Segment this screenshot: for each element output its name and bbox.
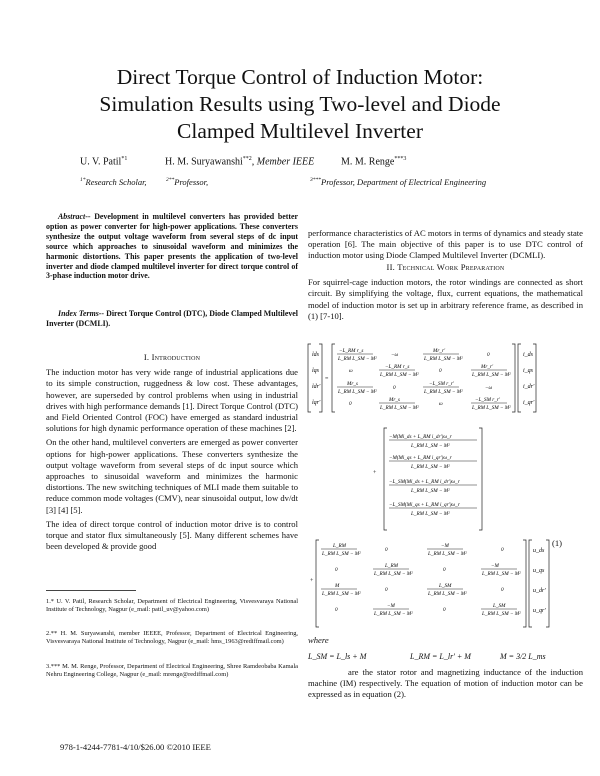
- section-introduction: [46, 352, 298, 555]
- svg-text:L_RM L_SM − M²: L_RM L_SM − M²: [424, 389, 463, 395]
- definition-m: M = 3/2 L_ms: [500, 652, 546, 661]
- svg-text:i_qr': i_qr': [523, 400, 535, 406]
- svg-text:L_SM: L_SM: [493, 603, 506, 609]
- definition-lrm: L_RM = L_lr' + M: [410, 652, 471, 661]
- svg-text:0: 0: [385, 547, 388, 553]
- svg-text:ω: ω: [349, 368, 353, 374]
- svg-text:0: 0: [439, 368, 442, 374]
- svg-text:u_dr': u_dr': [533, 588, 546, 594]
- svg-text:Mr_r': Mr_r': [481, 364, 494, 370]
- svg-text:i_dr': i_dr': [523, 384, 535, 390]
- isbn-copyright: 978-1-4244-7781-4/10/$26.00 ©2010 IEEE: [60, 742, 211, 752]
- svg-text:L_RM L_SM − M²: L_RM L_SM − M²: [338, 356, 377, 362]
- svg-text:L_RM L_SM − M²: L_RM L_SM − M²: [472, 405, 511, 411]
- footnote-2: 2.** H. M. Suryawanshi, member IEEEE, Professor, Department of Electrical Engineering, Visvesvaraya National Institute of Technology, Nagpur (e_mail: hms_1963@rediffmail.com): [46, 630, 298, 645]
- svg-text:Mr_s: Mr_s: [389, 397, 400, 403]
- svg-text:L_RM L_SM − M²: L_RM L_SM − M²: [374, 571, 413, 577]
- svg-text:−L_SM r_r': −L_SM r_r': [429, 381, 454, 387]
- svg-text:L_RM: L_RM: [333, 543, 346, 549]
- paper-title: [40, 64, 560, 145]
- section-1-heading: I. Introduction: [143, 352, 201, 362]
- svg-text:+: +: [310, 578, 314, 584]
- svg-text:−L_SM(Mi_qs + L_RM i_qr')ω_r: −L_SM(Mi_qs + L_RM i_qr')ω_r: [389, 502, 460, 508]
- svg-text:i̇dr': i̇dr': [312, 384, 321, 390]
- svg-text:M: M: [335, 583, 340, 589]
- definition-lsm: L_SM = L_ls + M: [308, 652, 367, 661]
- abstract-label: Abstract: [58, 212, 86, 221]
- svg-text:L_RM L_SM − M²: L_RM L_SM − M²: [380, 405, 419, 411]
- technical-paragraph-1: For squirrel-cage induction motors, the rotor windings are connected as short circuit. By simplifying the voltage, flux, current equations, the mathematical model of induction motor is set up in arbitrary reference frame, as described in (1) [7-10].: [308, 277, 583, 321]
- svg-text:L_RM L_SM − M²: L_RM L_SM − M²: [472, 372, 511, 378]
- svg-text:−ω: −ω: [391, 352, 399, 358]
- svg-text:L_RM L_SM − M²: L_RM L_SM − M²: [482, 611, 521, 617]
- title-line-1: Direct Torque Control of Induction Motor:: [116, 65, 484, 89]
- title-line-2: Simulation Results using Two-level and Diode: [99, 92, 501, 116]
- svg-text:i̇qs: i̇qs: [312, 368, 320, 374]
- svg-text:L_RM L_SM − M²: L_RM L_SM − M²: [482, 571, 521, 577]
- affiliation-1: $^{1*}$Research Scholar,: [80, 177, 147, 187]
- author-2-role: , Member IEEE: [251, 156, 315, 168]
- svg-text:L_RM L_SM − M²: L_RM L_SM − M²: [374, 611, 413, 617]
- svg-text:−ω: −ω: [485, 385, 493, 391]
- svg-text:−M(Mi_qs + L_RM i_qr')ω_r: −M(Mi_qs + L_RM i_qr')ω_r: [389, 455, 452, 461]
- intro-paragraph-3: The idea of direct torque control of induction motor drive is to control torque and stator flux simultaneously [5]. Many different schemes have been developed & provide good: [46, 518, 298, 552]
- svg-text:u_qr': u_qr': [533, 608, 546, 614]
- author-1: U. V. Patil$^{*1}$: [80, 156, 128, 168]
- where-label: where: [308, 635, 329, 645]
- abstract: [46, 212, 298, 281]
- svg-text:Mr_r': Mr_r': [433, 348, 446, 354]
- title-line-3: Clamped Multilevel Inverter: [177, 119, 423, 143]
- equation-matrix-figure: [305, 342, 595, 637]
- svg-text:L_RM L_SM − M²: L_RM L_SM − M²: [338, 389, 377, 395]
- section-2-heading: II. Technical Work Preparation: [386, 262, 505, 272]
- svg-text:−L_RM r_s: −L_RM r_s: [385, 364, 410, 370]
- author-2-sup: **2: [242, 156, 252, 162]
- author-1-sup: *1: [121, 156, 128, 162]
- svg-text:i_ds: i_ds: [523, 352, 534, 358]
- svg-text:−M: −M: [387, 603, 395, 609]
- svg-text:−M(Mi_ds + L_RM i_dr')ω_r: −M(Mi_ds + L_RM i_dr')ω_r: [389, 434, 452, 440]
- svg-text:−L_SM(Mi_ds + L_RM i_dr')ω_r: −L_SM(Mi_ds + L_RM i_dr')ω_r: [389, 479, 460, 485]
- svg-text:L_RM L_SM − M²: L_RM L_SM − M²: [411, 443, 450, 449]
- svg-text:0: 0: [501, 587, 504, 593]
- index-terms-text: -- Direct Torque Control (DTC), Diode Clamped Multilevel Inverter (DCMLI).: [46, 309, 298, 328]
- svg-text:u_qs: u_qs: [533, 568, 545, 574]
- author-2: H. M. Suryawanshi$^{**2}$, Member IEEE: [165, 156, 315, 168]
- svg-text:0: 0: [487, 352, 490, 358]
- affiliation-2: $^{2**}$Professor,: [166, 177, 209, 187]
- svg-text:0: 0: [443, 607, 446, 613]
- equation-number: (1): [552, 538, 563, 548]
- index-terms-label: Index Terms: [58, 309, 99, 318]
- svg-text:L_RM L_SM − M²: L_RM L_SM − M²: [380, 372, 419, 378]
- svg-text:−L_SM r_r': −L_SM r_r': [475, 397, 500, 403]
- svg-text:L_RM L_SM − M²: L_RM L_SM − M²: [428, 591, 467, 597]
- svg-text:i_qs: i_qs: [523, 368, 534, 374]
- svg-text:L_RM L_SM − M²: L_RM L_SM − M²: [428, 551, 467, 557]
- svg-text:L_RM L_SM − M²: L_RM L_SM − M²: [411, 511, 450, 517]
- section-technical-work: [308, 262, 583, 325]
- svg-text:L_RM L_SM − M²: L_RM L_SM − M²: [411, 488, 450, 494]
- svg-text:=: =: [325, 376, 329, 382]
- svg-text:Mr_s: Mr_s: [347, 381, 358, 387]
- svg-text:−M: −M: [441, 543, 449, 549]
- svg-text:0: 0: [443, 567, 446, 573]
- footnote-divider: [46, 590, 136, 591]
- svg-text:L_RM L_SM − M²: L_RM L_SM − M²: [322, 551, 361, 557]
- svg-text:u_ds: u_ds: [533, 548, 545, 554]
- svg-text:i̇ds: i̇ds: [312, 352, 320, 358]
- affiliation-3: $^{3***}$Professor, Department of Electrical Engineering: [310, 177, 487, 187]
- svg-text:L_RM L_SM − M²: L_RM L_SM − M²: [411, 464, 450, 470]
- right-intro-continued: performance characteristics of AC motors in terms of dynamics and steady state operation [6]. The main objective of this paper is to use DTC control of induction motor using Diode Clamped Multilevel Inverter (DCMLI).: [308, 228, 583, 261]
- svg-text:0: 0: [349, 401, 352, 407]
- footnote-3: 3.*** M. M. Renge, Professor, Department of Electrical Engineering, Shree Ramdeobaba Kamala Nehru Engineering College, Nagpur (e_mail: mrenge@rediffmail.com): [46, 663, 298, 678]
- svg-text:L_RM L_SM − M²: L_RM L_SM − M²: [322, 591, 361, 597]
- svg-text:0: 0: [335, 607, 338, 613]
- intro-paragraph-2: On the other hand, multilevel converters are emerged as power converter options for high-power applications. These converters synthesize the output voltage waveform from several steps of dc input source which approaches to sinusoidal waveform and minimizes the harmonic distortions. The new switching techniques of MLI made them suitable to reduce common mode voltages (CMV), near sinusoidal output, low dv/dt [3] [4] [5].: [46, 437, 298, 515]
- svg-text:i̇qr': i̇qr': [312, 400, 321, 406]
- inductance-explanation: are the stator rotor and magnetizing inductance of the induction machine (IM) respectively. The equation of motion of induction motor can be expressed as in equation (2).: [308, 667, 583, 700]
- svg-text:ω: ω: [439, 401, 443, 407]
- svg-text:0: 0: [501, 547, 504, 553]
- index-terms: [46, 309, 298, 329]
- svg-text:−L_RM r_s: −L_RM r_s: [339, 348, 364, 354]
- svg-text:−M: −M: [491, 563, 499, 569]
- svg-text:L_RM L_SM − M²: L_RM L_SM − M²: [424, 356, 463, 362]
- svg-text:0: 0: [393, 385, 396, 391]
- svg-text:L_RM: L_RM: [385, 563, 398, 569]
- svg-text:+: +: [373, 470, 377, 476]
- footnote-1: 1.* U. V. Patil, Research Scholar, Department of Electrical Engineering, Visvesvaraya National Institute of Technology, Nagpur (e_mail: patil_uv@yahoo.com): [46, 598, 298, 613]
- svg-text:L_SM: L_SM: [439, 583, 452, 589]
- author-3: M. M. Renge$^{***3}$: [341, 156, 407, 168]
- svg-text:0: 0: [385, 587, 388, 593]
- author-3-sup: ***3: [394, 156, 407, 162]
- svg-text:0: 0: [335, 567, 338, 573]
- intro-paragraph-1: The induction motor has very wide range of industrial applications due to its simple construction, ruggedness & low cost. These advantages, however, are superseded by control problems when using in industrial drives with high performance demands [1]. Direct Torque Control (DTC) and Field Oriented Control (FOC) have emerged as standard industrial solutions for high dynamic performance operation of these machines [2].: [46, 367, 298, 434]
- abstract-text: -- Development in multilevel converters has provided better option as power converter for high-power applications. These converters synthesize the output voltage waveform from several steps of dc input source which approaches to sinusoidal waveform and minimizes the harmonic distortions. This paper presents the application of two-level inverter and diode clamped multilevel inverter for direct torque control of 3-phase induction motor drive.: [46, 212, 298, 281]
